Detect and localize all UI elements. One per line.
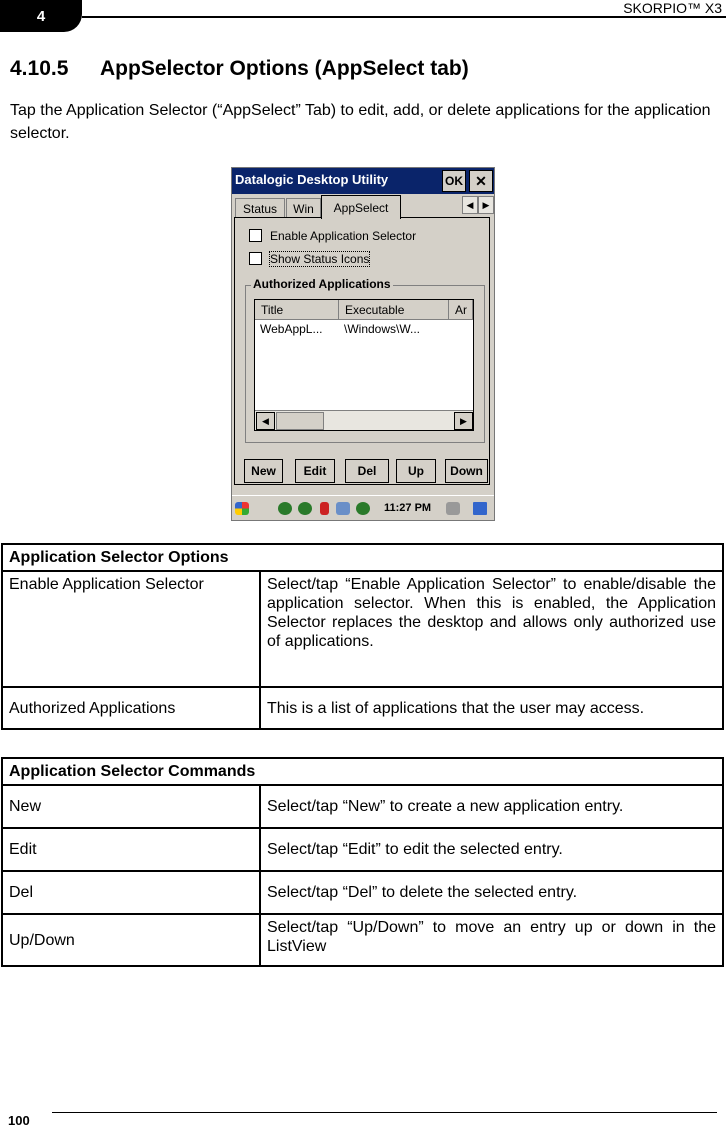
options-table (1, 543, 724, 730)
new-button[interactable]: New (244, 459, 283, 483)
tab-status[interactable]: Status (235, 198, 285, 218)
tab-scroll-left-icon[interactable]: ◀ (462, 196, 478, 214)
show-status-icons-label: Show Status Icons (270, 252, 370, 266)
del-button[interactable]: Del (345, 459, 389, 483)
scroll-right-icon[interactable]: ▶ (454, 412, 473, 430)
network-icon[interactable] (278, 502, 292, 515)
option-name: Enable Application Selector (2, 571, 260, 687)
table-row (2, 914, 723, 966)
column-header-args[interactable]: Ar (449, 300, 473, 320)
product-name: SKORPIO™ X3 (623, 0, 722, 16)
header-rule (82, 16, 726, 18)
enable-app-selector-checkbox[interactable] (249, 229, 262, 242)
network-icon[interactable] (298, 502, 312, 515)
command-description: Select/tap “Del” to delete the selected entry. (260, 871, 723, 914)
show-status-icons-checkbox[interactable] (249, 252, 262, 265)
edit-button[interactable]: Edit (295, 459, 335, 483)
column-header-title[interactable]: Title (255, 300, 339, 320)
command-description: Select/tap “New” to create a new application entry. (260, 785, 723, 828)
scroll-thumb[interactable] (276, 412, 324, 430)
table-header-row (2, 544, 723, 571)
command-name: Up/Down (2, 914, 260, 966)
commands-table-heading: Application Selector Commands (2, 758, 723, 785)
table-row (2, 687, 723, 729)
option-description: Select/tap “Enable Application Selector” to enable/disable the application selector. When this is enabled, the Application Selector replaces the desktop and allows only authorized use of applications. (260, 571, 723, 687)
command-description: Select/tap “Up/Down” to move an entry up or down in the ListView (260, 914, 723, 966)
table-row (2, 785, 723, 828)
network-icon[interactable] (356, 502, 370, 515)
command-name: New (2, 785, 260, 828)
intro-paragraph: Tap the Application Selector (“AppSelect” Tab) to edit, add, or delete applications for the application selector. (10, 102, 711, 142)
command-description: Select/tap “Edit” to edit the selected entry. (260, 828, 723, 871)
close-icon[interactable]: ✕ (469, 170, 493, 192)
down-button[interactable]: Down (445, 459, 488, 483)
connection-icon[interactable] (336, 502, 350, 515)
option-description: This is a list of applications that the user may access. (260, 687, 723, 729)
taskbar (232, 495, 494, 521)
row-executable-cell[interactable]: \Windows\W... (344, 322, 421, 336)
command-name: Edit (2, 828, 260, 871)
options-table-heading: Application Selector Options (2, 544, 723, 571)
apps-list-view[interactable] (254, 299, 474, 431)
table-row (2, 828, 723, 871)
chapter-badge (0, 0, 82, 32)
table-header-row (2, 758, 723, 785)
windows-start-icon[interactable] (235, 502, 249, 515)
keyboard-icon[interactable] (446, 502, 460, 515)
table-row (2, 571, 723, 687)
tab-appselect[interactable]: AppSelect (321, 195, 401, 219)
command-name: Del (2, 871, 260, 914)
scroll-left-icon[interactable]: ◀ (256, 412, 275, 430)
device-screenshot (231, 167, 495, 521)
footer-rule (52, 1112, 717, 1113)
section-number: 4.10.5 (10, 57, 69, 80)
section-heading (10, 57, 469, 81)
tab-scroll-right-icon[interactable]: ▶ (478, 196, 494, 214)
page-number: 100 (8, 1113, 30, 1128)
desktop-icon[interactable] (473, 502, 487, 515)
device-title-bar (232, 168, 494, 194)
enable-app-selector-label: Enable Application Selector (270, 229, 417, 243)
battery-icon[interactable] (320, 502, 329, 515)
row-title-cell[interactable]: WebAppL... (260, 322, 323, 336)
horizontal-scrollbar[interactable] (255, 410, 473, 430)
column-header-executable[interactable]: Executable (339, 300, 449, 320)
tab-win[interactable]: Win (286, 198, 321, 218)
commands-table (1, 757, 724, 967)
section-title: AppSelector Options (AppSelect tab) (100, 57, 469, 80)
clock: 11:27 PM (384, 502, 432, 514)
ok-button[interactable]: OK (442, 170, 466, 192)
table-row (2, 871, 723, 914)
device-title: Datalogic Desktop Utility (235, 172, 389, 187)
option-name: Authorized Applications (2, 687, 260, 729)
up-button[interactable]: Up (396, 459, 436, 483)
authorized-apps-label: Authorized Applications (253, 277, 391, 291)
chapter-number: 4 (36, 7, 46, 25)
